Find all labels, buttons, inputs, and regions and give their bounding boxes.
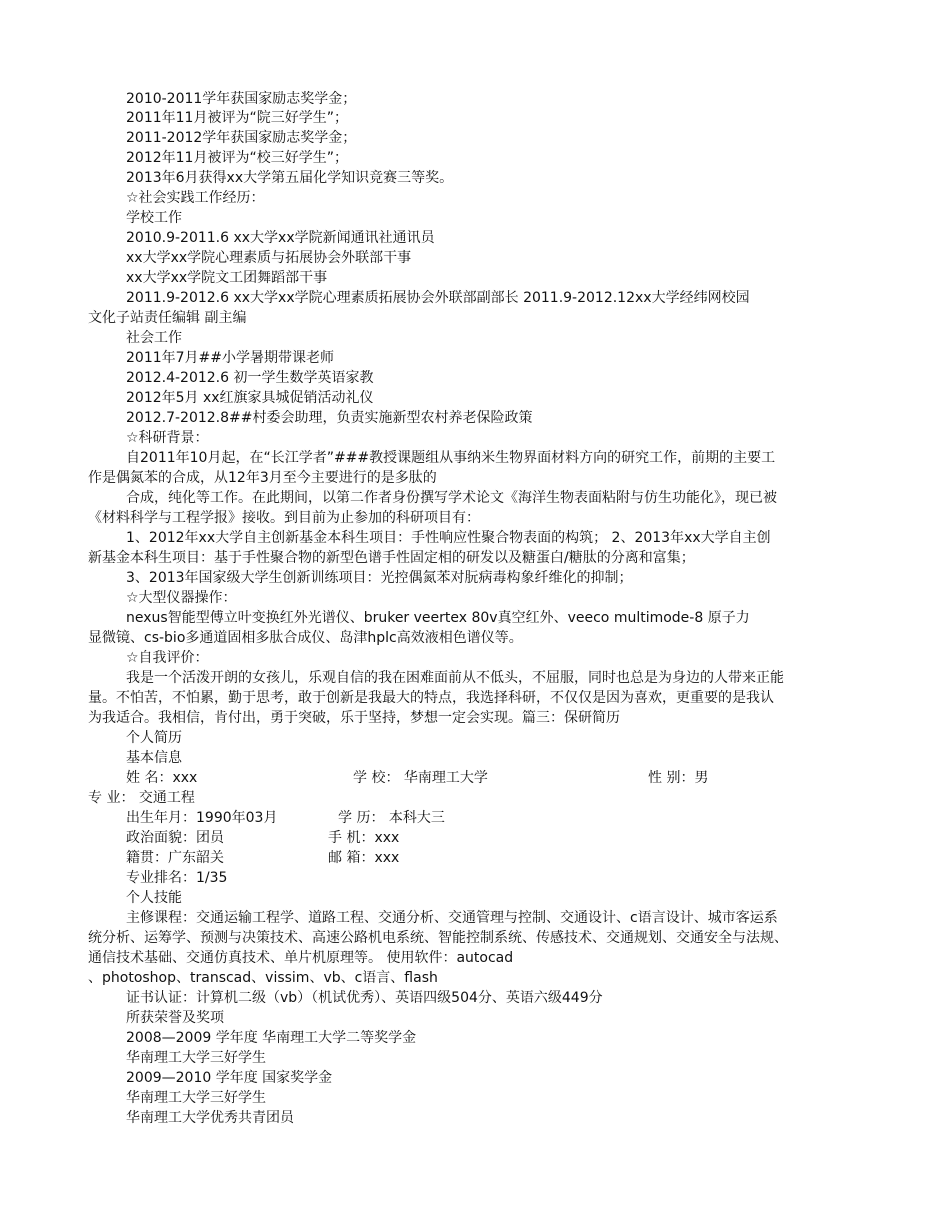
research-line-2: 作是偶氮苯的合成，从12年3月至今主要进行的是多肽的	[88, 470, 437, 486]
self-evaluation-line-3: 为我适合。我相信，肯付出，勇于突破，乐于坚持，梦想一定会实现。篇三：保研简历	[88, 710, 620, 726]
info-politics: 政治面貌：团员	[126, 830, 224, 846]
info-gender: 性 别：男	[648, 770, 709, 786]
research-line-3: 合成，纯化等工作。在此期间，以第二作者身份撰写学术论文《海洋生物表面粘附与仿生功能化》，现已被	[126, 490, 777, 506]
honors-line-4: 华南理工大学三好学生	[126, 1090, 266, 1106]
info-education: 学 历： 本科大三	[338, 810, 445, 826]
skills-line-4: 、photoshop、transcad、vissim、vb、c语言、flash	[88, 970, 438, 986]
info-major: 专 业： 交通工程	[88, 790, 195, 806]
social-work-line-1: 2011年7月##小学暑期带课老师	[126, 350, 334, 366]
school-work-line-4: 2011.9-2012.6 xx大学xx学院心理素质拓展协会外联部副部长 2011.9-2012.12xx大学经纬网校园	[126, 290, 750, 306]
section-heading-practice: ☆社会实践工作经历：	[126, 190, 265, 206]
school-work-line-4-cont: 文化子站责任编辑 副主编	[88, 310, 247, 326]
info-name: 姓 名：xxx	[126, 770, 198, 786]
honors-line-1: 2008—2009 学年度 华南理工大学二等奖学金	[126, 1030, 417, 1046]
info-rank: 专业排名：1/35	[126, 870, 228, 886]
skills-line-2: 统分析、运筹学、预测与决策技术、高速公路机电系统、智能控制系统、传感技术、交通规划、交通安全与法规、	[88, 930, 788, 946]
basic-info-heading: 基本信息	[126, 750, 182, 766]
honors-line-5: 华南理工大学优秀共青团员	[126, 1110, 294, 1126]
honors-line-2: 华南理工大学三好学生	[126, 1050, 266, 1066]
honors-heading: 所获荣誉及奖项	[126, 1010, 224, 1026]
info-birth: 出生年月：1990年03月	[126, 810, 278, 826]
subheading-social-work: 社会工作	[126, 330, 182, 346]
skills-heading: 个人技能	[126, 890, 182, 906]
social-work-line-2: 2012.4-2012.6 初一学生数学英语家教	[126, 370, 374, 386]
section-heading-research: ☆科研背景：	[126, 430, 209, 446]
info-origin: 籍贯：广东韶关	[126, 850, 224, 866]
section-heading-self-evaluation: ☆自我评价：	[126, 650, 209, 666]
info-email: 邮 箱：xxx	[328, 850, 400, 866]
school-work-line-3: xx大学xx学院文工团舞蹈部干事	[126, 270, 328, 286]
instruments-line-2: 显微镜、cs-bio多通道固相多肽合成仪、岛津hplc高效液相色谱仪等。	[88, 630, 523, 646]
resume-title: 个人简历	[126, 730, 182, 746]
skills-line-3: 通信技术基础、交通仿真技术、单片机原理等。 使用软件：autocad	[88, 950, 514, 966]
research-line-1: 自2011年10月起，在“长江学者”###教授课题组从事纳米生物界面材料方向的研究工作，前期的主要工	[126, 450, 776, 466]
instruments-line-1: nexus智能型傅立叶变换红外光谱仪、bruker veertex 80v真空红外、veeco multimode-8 原子力	[126, 610, 750, 626]
award-line-5: 2013年6月获得xx大学第五届化学知识竞赛三等奖。	[126, 170, 454, 186]
self-evaluation-line-1: 我是一个活泼开朗的女孩儿，乐观自信的我在困难面前从不低头，不屈服，同时也总是为身边的人带来正能	[126, 670, 784, 686]
info-phone: 手 机：xxx	[328, 830, 400, 846]
award-line-1: 2010-2011学年获国家励志奖学金；	[126, 91, 357, 107]
honors-line-3: 2009—2010 学年度 国家奖学金	[126, 1070, 333, 1086]
school-work-line-2: xx大学xx学院心理素质与拓展协会外联部干事	[126, 250, 412, 266]
research-project-line-1: 1、2012年xx大学自主创新基金本科生项目：手性响应性聚合物表面的构筑； 2、2013年xx大学自主创	[126, 530, 771, 546]
self-evaluation-line-2: 量。不怕苦，不怕累，勤于思考，敢于创新是我最大的特点，我选择科研，不仅仅是因为喜欢，更重要的是我认	[88, 690, 774, 706]
section-heading-instruments: ☆大型仪器操作：	[126, 590, 237, 606]
social-work-line-4: 2012.7-2012.8##村委会助理，负责实施新型农村养老保险政策	[126, 410, 533, 426]
info-school: 学 校： 华南理工大学	[353, 770, 488, 786]
research-line-4: 《材料科学与工程学报》接收。到目前为止参加的科研项目有：	[88, 510, 480, 526]
research-project-line-3: 3、2013年国家级大学生创新训练项目：光控偶氮苯对朊病毒构象纤维化的抑制；	[126, 570, 633, 586]
social-work-line-3: 2012年5月 xx红旗家具城促销活动礼仪	[126, 390, 374, 406]
subheading-school-work: 学校工作	[126, 210, 182, 226]
award-line-4: 2012年11月被评为“校三好学生”；	[126, 150, 348, 166]
skills-line-1: 主修课程：交通运输工程学、道路工程、交通分析、交通管理与控制、交通设计、c语言设计、城市客运系	[126, 910, 778, 926]
award-line-3: 2011-2012学年获国家励志奖学金；	[126, 130, 357, 146]
research-project-line-2: 新基金本科生项目：基于手性聚合物的新型色谱手性固定相的研发以及糖蛋白/糖肽的分离和富集；	[88, 550, 695, 566]
school-work-line-1: 2010.9-2011.6 xx大学xx学院新闻通讯社通讯员	[126, 230, 435, 246]
award-line-2: 2011年11月被评为“院三好学生”；	[126, 110, 348, 126]
certificates-line: 证书认证：计算机二级（vb）（机试优秀）、英语四级504分、英语六级449分	[126, 990, 603, 1006]
